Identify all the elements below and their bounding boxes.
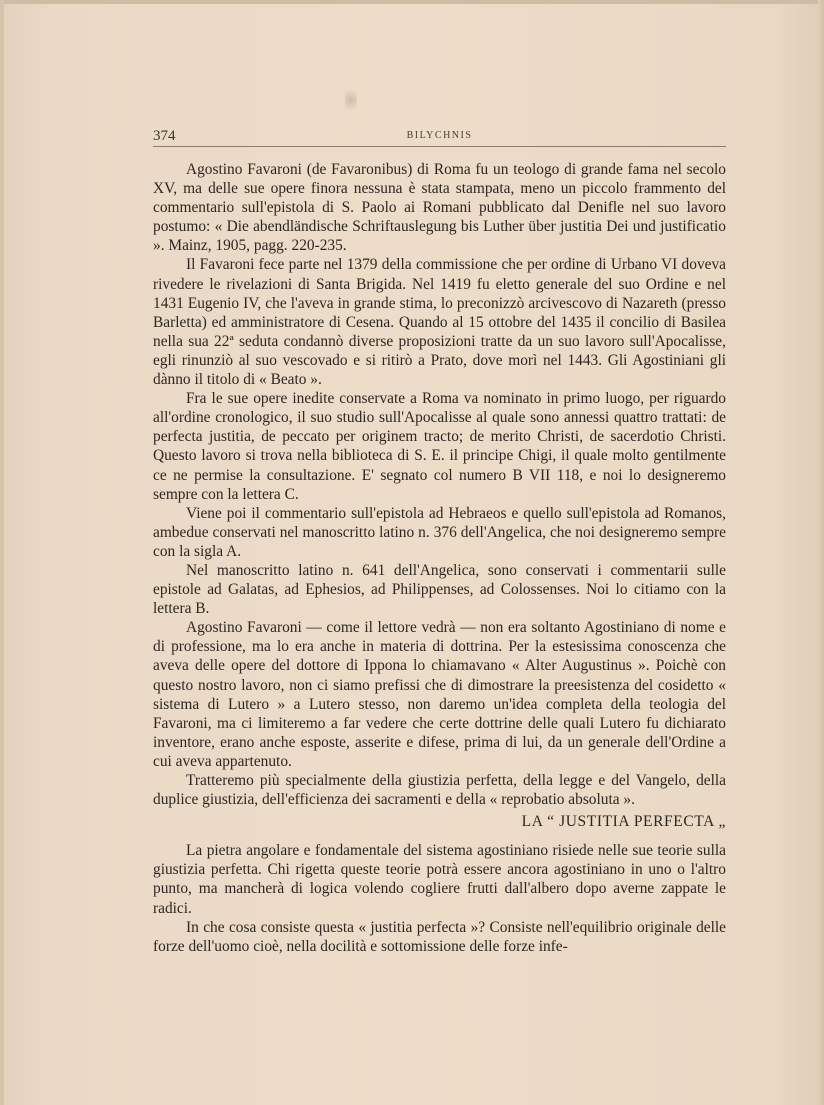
paper-smudge [345,86,357,114]
page-top-edge [0,0,824,4]
page-left-edge [0,0,4,1105]
paragraph: Il Favaroni fece parte nel 1379 della commissione che per ordine di Urbano VI doveva rivedere le rivelazioni di Santa Brigida. Nel 1419 fu eletto generale del suo Ordine e nel 1431 Eugenio IV, che l'aveva in grande stima, lo preconizzò arcivescovo di Nazareth (presso Barletta) ed amministratore di Cesena. Quando al 15 ottobre del 1435 il concilio di Basilea nella sua 22ª seduta condannò diverse proposizioni tratte da un suo lavoro sull'Apocalisse, egli rinunziò al suo vescovado e si ritirò a Prato, dove morì nel 1443. Gli Agostiniani gli dànno il titolo di « Beato ». [153,256,726,389]
paragraph: Tratteremo più specialmente della giustizia perfetta, della legge e del Vangelo, della duplice giustizia, dell'efficienza dei sacramenti e della « reprobatio absoluta ». [153,772,726,809]
body-text [153,160,726,956]
page-header [153,126,726,150]
paragraph: Viene poi il commentario sull'epistola ad Hebraeos e quello sull'epistola ad Romanos, ambedue conservati nel manoscritto latino n. 376 dell'Angelica, che noi designeremo sempre con la sigla A. [153,504,726,560]
paragraph: In che cosa consiste questa « justitia perfecta »? Consiste nell'equilibrio originale delle forze dell'uomo cioè, nella docilità e sottomissione delle forze infe- [153,918,726,955]
paragraph: Agostino Favaroni — come il lettore vedrà — non era soltanto Agostiniano di nome e di professione, ma lo era anche in materia di dottrina. Per la estesissima conoscenza che aveva delle opere del dottore di Ippona lo chiamavano « Alter Augustinus ». Poichè con questo nostro lavoro, non ci siamo prefissi che di dimostrare la preesistenza del cosidetto « sistema di Lutero » a Lutero stesso, non daremo un'idea completa della teologia del Favaroni, ma ci limiteremo a far vedere che certe dottrine delle quali Lutero fu dichiarato inventore, erano anche esposte, asserite e difese, prima di lui, da un generale dell'Ordine a cui aveva appartenuto. [153,619,726,770]
paragraph: Agostino Favaroni (de Favaronibus) di Roma fu un teologo di grande fama nel secolo XV, ma delle sue opere finora nessuna è stata stampata, meno un piccolo frammento del commentario sull'epistola di S. Paolo ai Romani pubblicato dal Denifle nel suo lavoro postumo: « Die abendländische Schriftauslegung bis Luther über justitia Dei und justificatio ». Mainz, 1905, pagg. 220-235. [153,161,726,255]
running-head: BILYCHNIS [406,130,473,141]
paragraph: Fra le sue opere inedite conservate a Roma va nominato in primo luogo, per riguardo all'ordine cronologico, il suo studio sull'Apocalisse al quale sono annessi quattro trattati: de perfecta justitia, de peccato per originem tracto; de merito Christi, de sacerdotio Christi. Questo lavoro si trova nella biblioteca di S. E. il principe Chigi, il quale molto gentilmente ce ne permise la consultazione. E' segnato col numero B VII 118, e noi lo designeremo sempre con la lettera C. [153,390,726,503]
paragraph: Nel manoscritto latino n. 641 dell'Angelica, sono conservati i commentarii sulle epistole ad Galatas, ad Ephesios, ad Philippenses, ad Colossenses. Noi lo citiamo con la lettera B. [153,561,726,618]
page-number: 374 [153,128,176,144]
section-heading: LA “ JUSTITIA PERFECTA „ [521,813,726,831]
paragraph: La pietra angolare e fondamentale del sistema agostiniano risiede nelle sue teorie sulla giustizia perfetta. Chi rigetta queste teorie potrà essere ancora agostiniano in uno o l'altro punto, ma mancherà di logica volendo cogliere frutti dall'albero dopo averne zappate le radici. [153,842,726,917]
page-right-edge [818,0,824,1105]
header-rule [153,146,726,147]
